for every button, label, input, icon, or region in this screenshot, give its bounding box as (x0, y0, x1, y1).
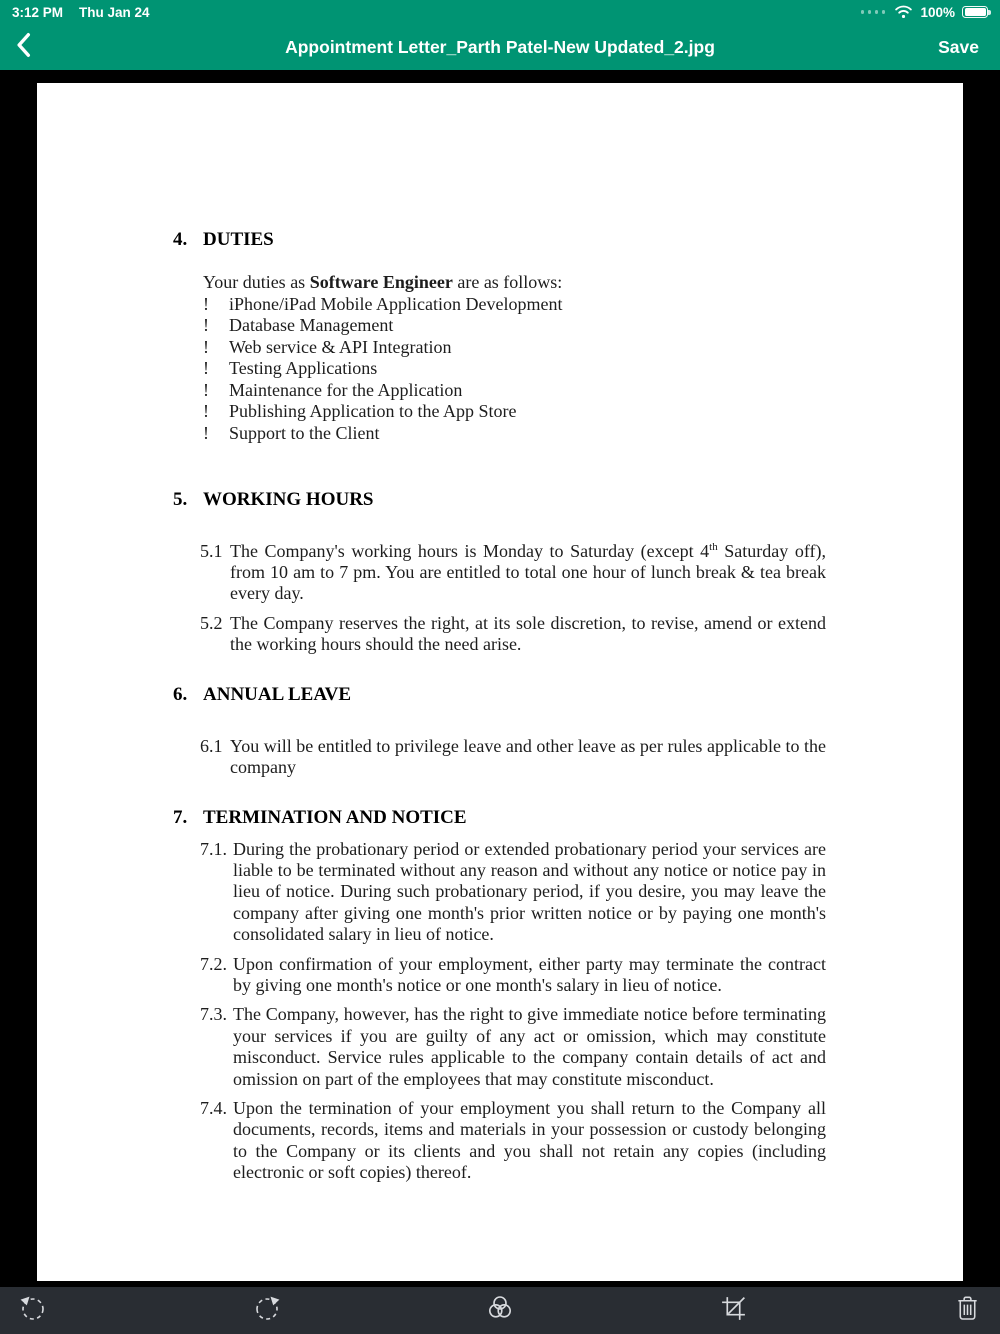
clause-7-1: 7.1. During the probationary period or extended probationary period your services are liable to be terminated without any reason and without any notice or notice pay in lieu of notice. During such probationary period, if you desire, you may leave the company after giving one month's prior written notice or by paying one month's consolidated salary in lieu of notice. (200, 838, 826, 945)
wifi-icon (894, 4, 913, 21)
duties-list (203, 294, 826, 445)
rotate-clockwise-button[interactable] (251, 1295, 283, 1327)
clause-number: 5.2 (200, 612, 223, 633)
edit-toolbar (0, 1287, 1000, 1334)
filters-button[interactable] (484, 1295, 516, 1327)
status-date: Thu Jan 24 (79, 4, 150, 20)
clause-5-1: 5.1 The Company's working hours is Monday to Saturday (except 4th Saturday off), from 10 am to 7 pm. You are entitled to total one hour of lunch break & tea break every day. (200, 540, 826, 604)
save-button[interactable]: Save (938, 36, 979, 57)
section-title: WORKING HOURS (203, 488, 374, 510)
list-item: ! Maintenance for the Application (203, 379, 463, 400)
file-title: Appointment Letter_Parth Patel-New Updated_2.jpg (285, 36, 715, 57)
clause-7-2: 7.2. Upon confirmation of your employment, either party may terminate the contract by giving one month's notice or one month's salary in lieu of notice. (200, 953, 826, 995)
battery-percent: 100% (920, 4, 955, 20)
section-heading-duties (173, 228, 826, 252)
list-item: ! Support to the Client (203, 423, 380, 444)
section-heading-working-hours (173, 488, 826, 512)
nav-bar (0, 24, 1000, 70)
delete-button[interactable] (951, 1295, 983, 1327)
clause-5-2: 5.2 The Company reserves the right, at its sole discretion, to revise, amend or extend the working hours should the need arise. (200, 612, 826, 655)
clause-7-3: 7.3. The Company, however, has the right to give immediate notice before terminating your services if you are guilty of any act or omission, which may constitute misconduct. Service rules applicable to the company contain details of act and omission on part of the employees that may constitute misconduct. (200, 1004, 826, 1089)
section-heading-termination (173, 806, 826, 830)
clause-6-1: 6.1 You will be entitled to privilege leave and other leave as per rules applicable to the company (200, 735, 826, 778)
section-number: 4. (173, 229, 188, 250)
section-title: ANNUAL LEAVE (203, 683, 351, 705)
clause-number: 7.4. (200, 1097, 227, 1118)
crop-button[interactable] (718, 1295, 750, 1327)
clause-number: 6.1 (200, 735, 223, 756)
filters-icon (485, 1293, 515, 1328)
section-title: TERMINATION AND NOTICE (203, 806, 467, 828)
chevron-left-icon (13, 32, 35, 63)
section-number: 5. (173, 488, 188, 510)
job-title: Software Engineer (309, 272, 453, 292)
section-heading-annual-leave (173, 683, 826, 707)
document-page[interactable] (37, 83, 963, 1281)
duties-intro: Your duties as Software Engineer are as follows: (203, 272, 563, 292)
list-item: ! Publishing Application to the App Store (203, 401, 517, 422)
clause-number: 7.2. (200, 953, 227, 974)
rotate-clockwise-icon (252, 1293, 282, 1328)
section-number: 7. (173, 806, 188, 828)
list-item: ! Database Management (203, 315, 394, 336)
battery-icon (962, 6, 988, 19)
clause-7-4: 7.4. Upon the termination of your employment you shall return to the Company all documents, records, items and materials in your possession or custody belonging to the Company or its clients and you shall not retain any copies (including electronic or soft copies) thereof. (200, 1097, 826, 1183)
list-item: ! Testing Applications (203, 358, 378, 379)
rotate-counterclockwise-button[interactable] (17, 1295, 49, 1327)
clause-number: 5.1 (200, 540, 223, 561)
clause-number: 7.1. (200, 838, 227, 859)
section-number: 6. (173, 683, 188, 705)
trash-icon (954, 1294, 981, 1328)
image-viewer-canvas (0, 70, 1000, 1287)
status-time: 3:12 PM (12, 4, 64, 20)
back-button[interactable] (8, 31, 40, 63)
rotate-counterclockwise-icon (18, 1293, 48, 1328)
list-item: ! iPhone/iPad Mobile Application Development (203, 293, 563, 314)
section-title: DUTIES (203, 229, 274, 250)
cellular-signal-icon (861, 10, 886, 14)
crop-icon (719, 1294, 748, 1328)
list-item: ! Web service & API Integration (203, 336, 452, 357)
status-bar (0, 0, 1000, 24)
clause-number: 7.3. (200, 1004, 227, 1025)
ordinal-superscript: th (709, 540, 718, 553)
